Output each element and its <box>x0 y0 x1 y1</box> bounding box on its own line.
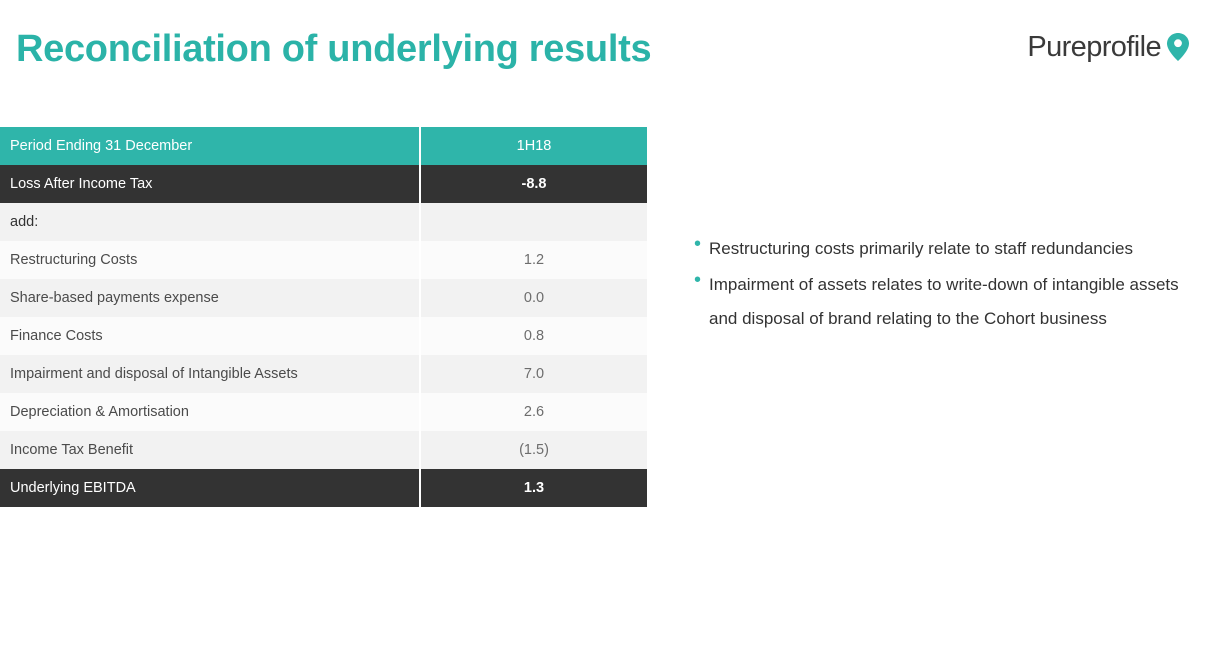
row-label: add: <box>0 203 420 241</box>
row-label: Impairment and disposal of Intangible Assets <box>0 355 420 393</box>
bullet-dot-icon: • <box>694 269 702 291</box>
table-header-label: Period Ending 31 December <box>0 127 420 165</box>
table-body <box>0 127 647 507</box>
location-pin-icon <box>1165 32 1191 62</box>
reconciliation-table <box>0 127 647 507</box>
list-item <box>694 268 1194 336</box>
table-header-value: 1H18 <box>420 127 647 165</box>
row-label: Income Tax Benefit <box>0 431 420 469</box>
bullet-dot-icon: • <box>694 233 702 255</box>
list-item <box>694 232 1194 266</box>
table-row <box>0 165 647 203</box>
table-row <box>0 203 647 241</box>
row-label: Restructuring Costs <box>0 241 420 279</box>
reconciliation-table-wrapper <box>0 127 647 507</box>
table-row <box>0 393 647 431</box>
table-row <box>0 355 647 393</box>
commentary-list <box>694 232 1194 338</box>
page-title: Reconciliation of underlying results <box>16 28 652 70</box>
row-value: 2.6 <box>420 393 647 431</box>
row-label: Finance Costs <box>0 317 420 355</box>
table-header-row <box>0 127 647 165</box>
row-label: Depreciation & Amortisation <box>0 393 420 431</box>
row-value: -8.8 <box>420 165 647 203</box>
row-value: 1.3 <box>420 469 647 507</box>
row-value <box>420 203 647 241</box>
row-label: Underlying EBITDA <box>0 469 420 507</box>
row-value: 0.0 <box>420 279 647 317</box>
table-row <box>0 431 647 469</box>
row-value: 7.0 <box>420 355 647 393</box>
list-item-text: Impairment of assets relates to write-down of intangible assets and disposal of brand relating to the Cohort business <box>709 275 1179 328</box>
table-row <box>0 469 647 507</box>
row-value: (1.5) <box>420 431 647 469</box>
logo-wordmark: Pureprofile <box>1027 30 1161 63</box>
brand-logo <box>1027 28 1191 66</box>
row-label: Share-based payments expense <box>0 279 420 317</box>
table-row <box>0 279 647 317</box>
row-label: Loss After Income Tax <box>0 165 420 203</box>
table-row <box>0 241 647 279</box>
edge-artifact <box>0 105 5 117</box>
list-item-text: Restructuring costs primarily relate to staff redundancies <box>709 239 1133 258</box>
row-value: 0.8 <box>420 317 647 355</box>
row-value: 1.2 <box>420 241 647 279</box>
table-row <box>0 317 647 355</box>
